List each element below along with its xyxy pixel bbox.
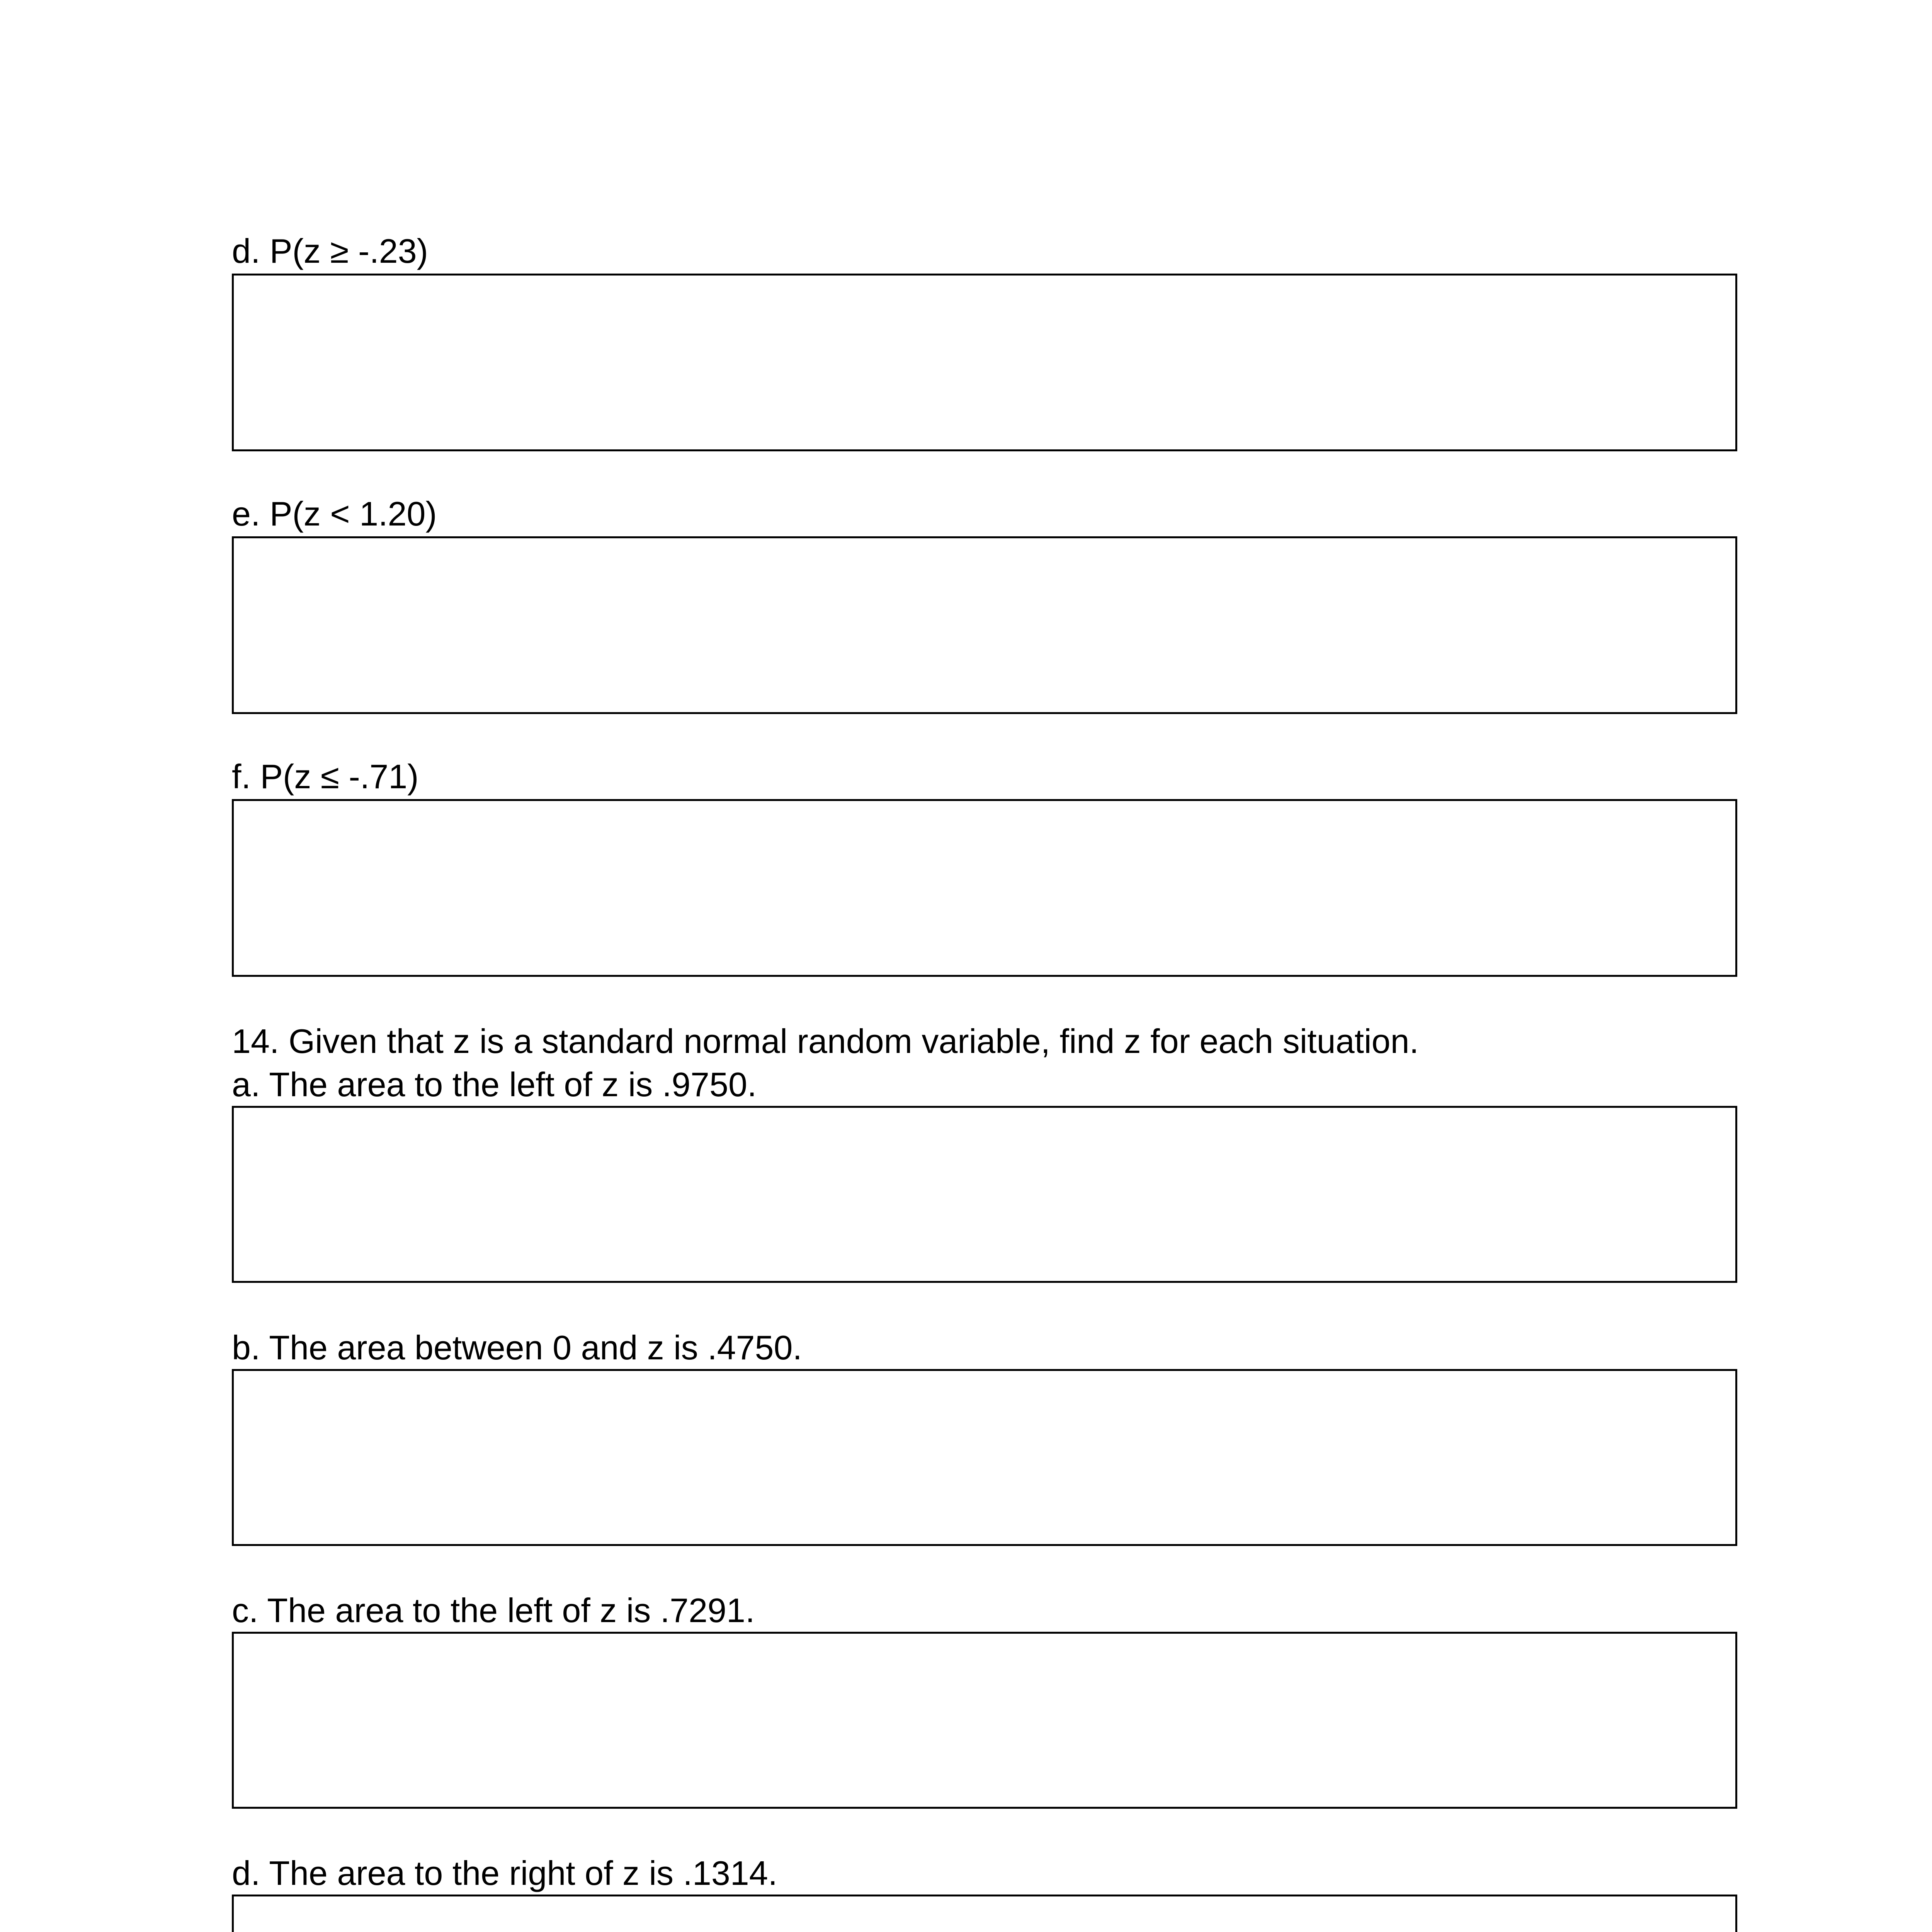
- answer-box-f[interactable]: [232, 799, 1737, 977]
- question-14-label-b: b. The area between 0 and z is .4750.: [232, 1328, 802, 1367]
- question-14-label-a: a. The area to the left of z is .9750.: [232, 1065, 757, 1104]
- answer-box-14c[interactable]: [232, 1632, 1737, 1809]
- question-14-prompt: 14. Given that z is a standard normal random variable, find z for each situation.: [232, 1022, 1419, 1060]
- answer-box-14d[interactable]: [232, 1895, 1737, 1932]
- question-label-f: f. P(z ≤ -.71): [232, 757, 419, 796]
- question-14-label-c: c. The area to the left of z is .7291.: [232, 1591, 755, 1629]
- question-label-e: e. P(z < 1.20): [232, 495, 437, 533]
- question-label-d: d. P(z ≥ -.23): [232, 232, 428, 270]
- answer-box-14b[interactable]: [232, 1369, 1737, 1546]
- answer-box-14a[interactable]: [232, 1106, 1737, 1283]
- answer-box-d[interactable]: [232, 274, 1737, 451]
- question-14-label-d: d. The area to the right of z is .1314.: [232, 1854, 778, 1892]
- answer-box-e[interactable]: [232, 536, 1737, 714]
